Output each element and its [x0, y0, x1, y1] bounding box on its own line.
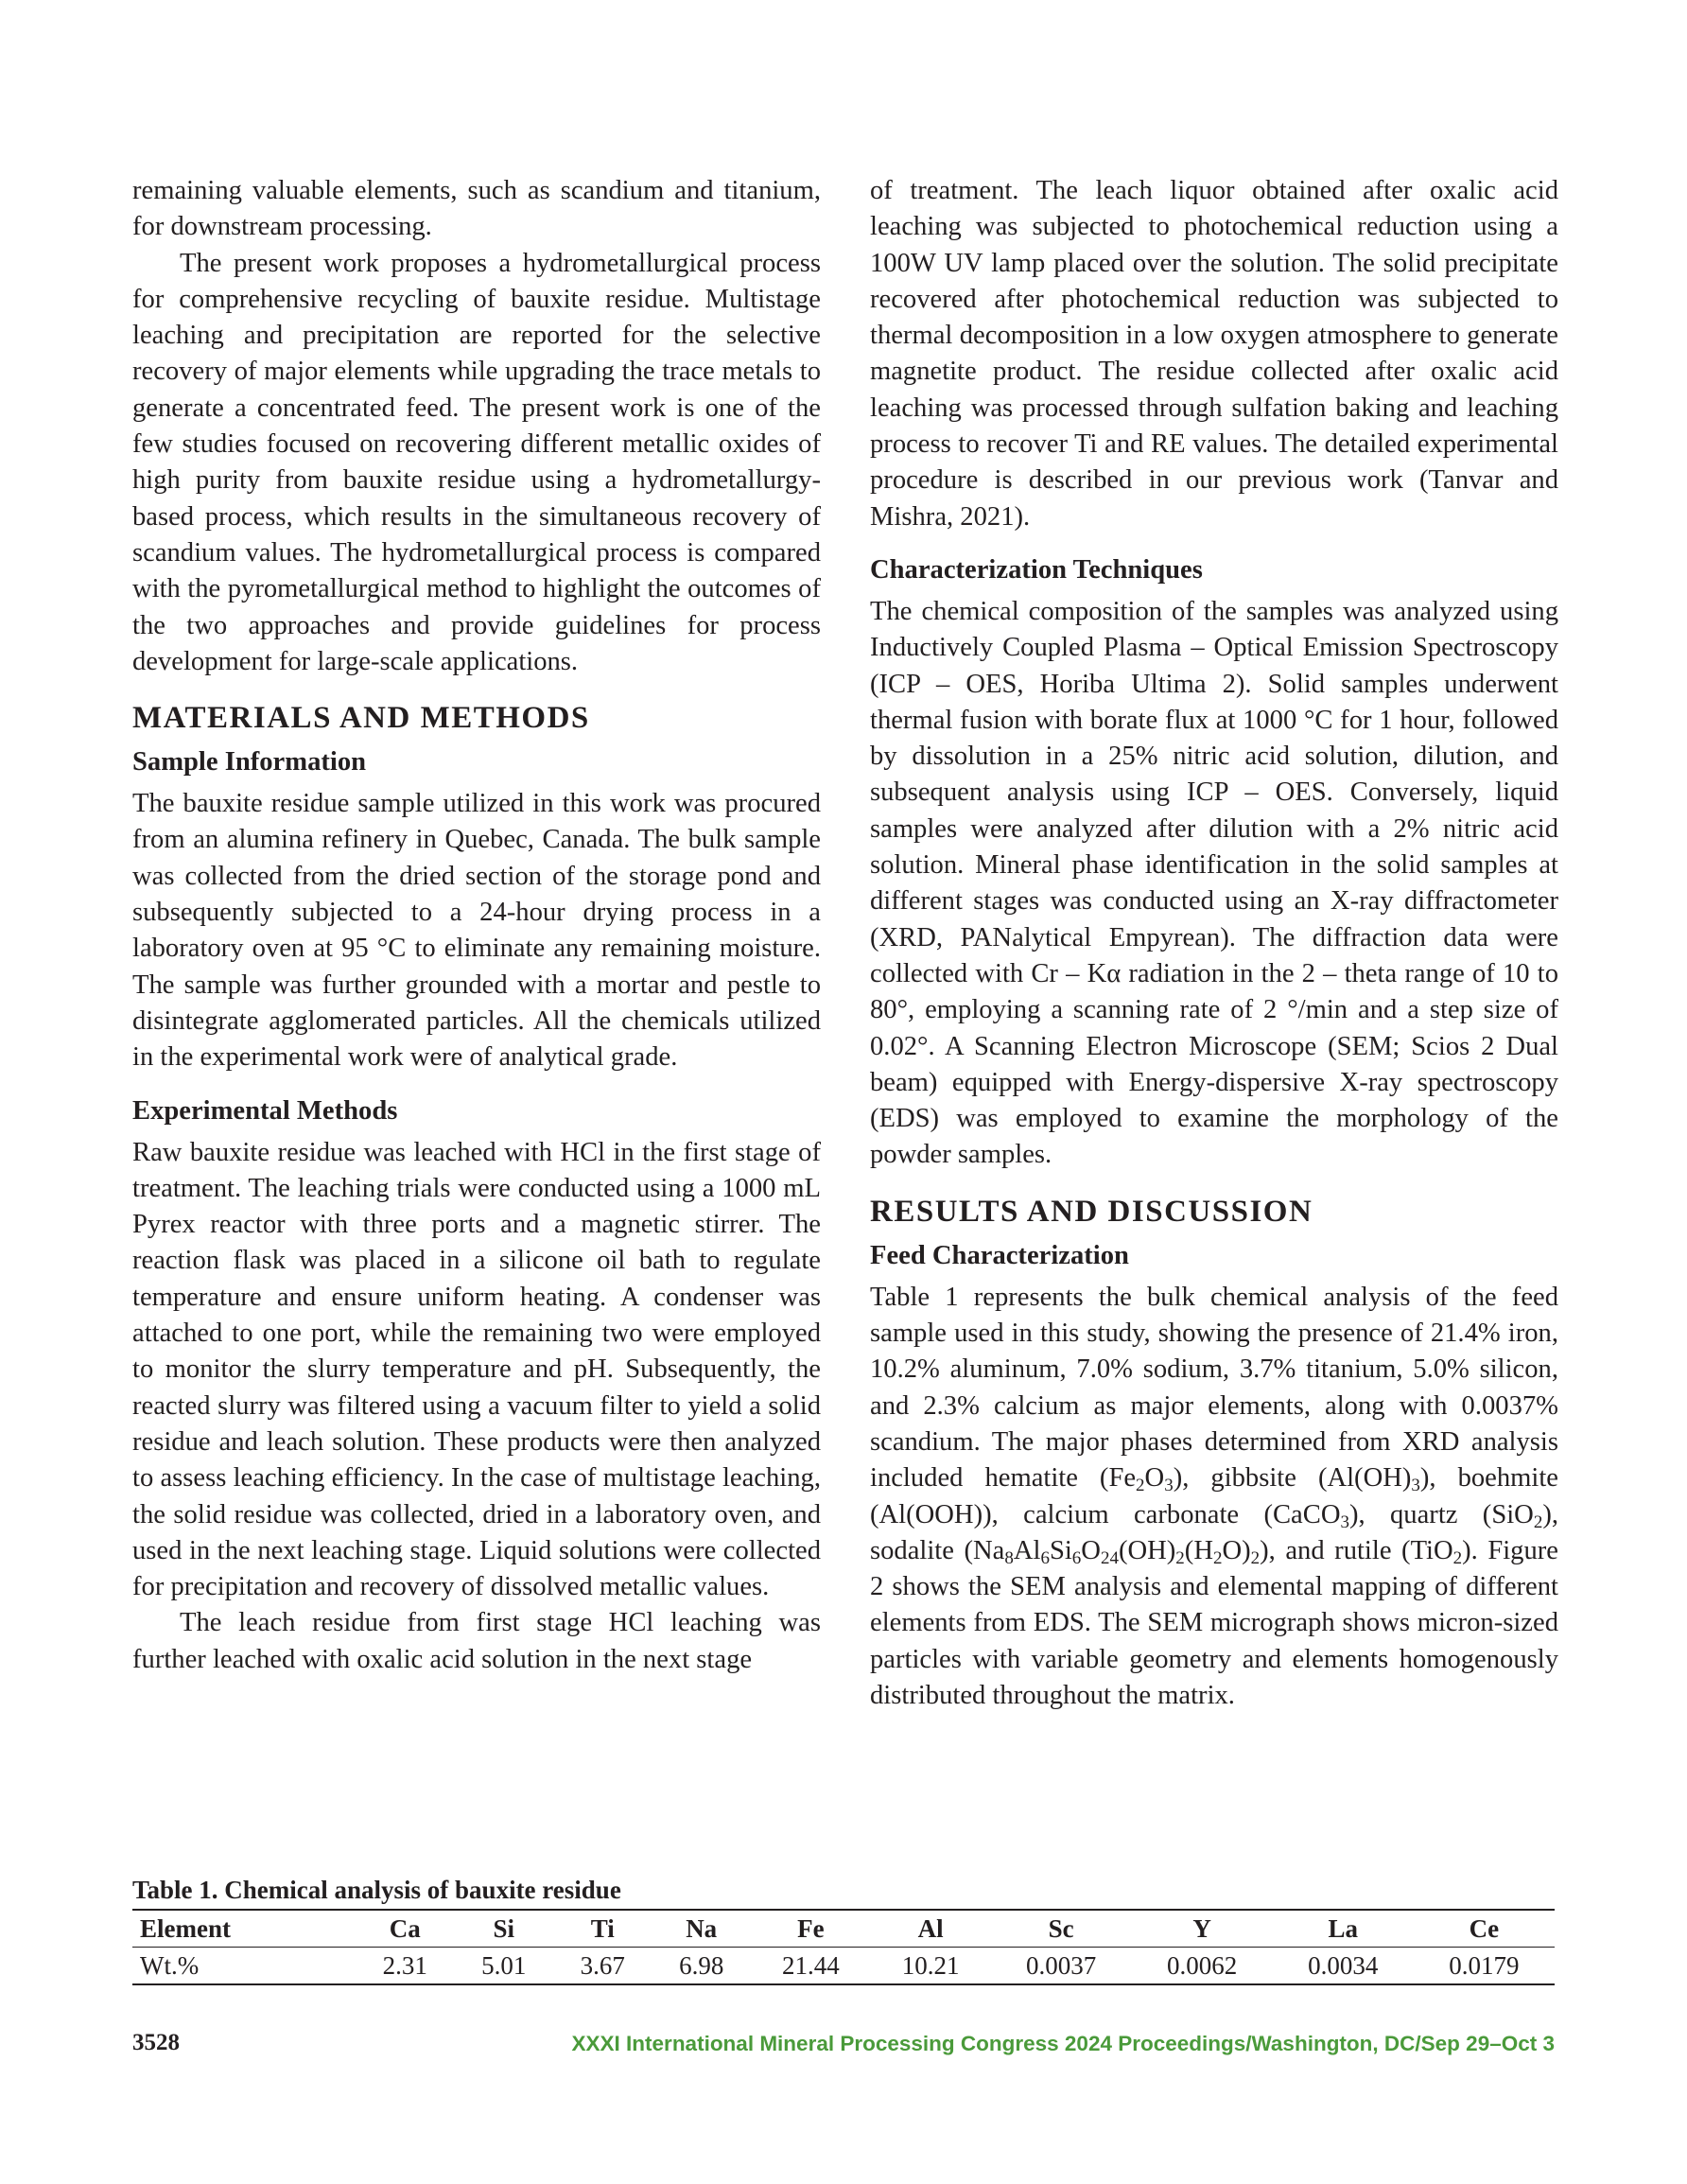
paragraph: of treatment. The leach liquor obtained after oxalic acid leaching was subjected to photochemical reduction using a 100W UV lamp placed over the solution. The solid precipitate recovered after photochemical reduction was subjected to thermal decomposition in a low oxygen atmosphere to generate magnetite product. The residue collected after oxalic acid leaching was processed through sulfation baking and leaching process to recover Ti and RE values. The detailed experimental procedure is described in our previous work (Tanvar and Mishra, 2021). [870, 176, 1558, 532]
section-heading-materials: MATERIALS AND METHODS [132, 701, 590, 736]
chemical-analysis-table [132, 1909, 1555, 1985]
table-cell: 2.31 [382, 1950, 427, 1980]
paragraph: The bauxite residue sample utilized in this work was procured from an alumina refinery in Quebec, Canada. The bulk sample was collected from the dried section of the storage pond and subsequently subjected to a 24-hour drying process in a laboratory oven at 95 °C to eliminate any remaining moisture. The sample was further grounded with a mortar and pestle to disintegrate agglomerated particles. All the chemicals utilized in the experimental work were of analytical grade. [132, 789, 821, 1073]
paragraph: remaining valuable elements, such as scandium and titanium, for downstream processing. [132, 176, 821, 242]
table-cell: 0.0179 [1449, 1950, 1520, 1980]
table-header-cell: Fe [797, 1913, 825, 1943]
table-cell: Wt.% [140, 1950, 200, 1980]
table-header-cell: Ti [590, 1913, 615, 1943]
page-footer [132, 2030, 1555, 2068]
table-header-cell: Ca [389, 1913, 421, 1943]
table-caption: Table 1. Chemical analysis of bauxite residue [132, 1876, 621, 1904]
table-cell: 10.21 [901, 1950, 960, 1980]
table-header-cell: Al [917, 1913, 944, 1943]
table-header-cell: Na [686, 1913, 718, 1943]
table-header-cell: Y [1192, 1913, 1211, 1943]
table-header-cell: Sc [1048, 1913, 1074, 1943]
page-number: 3528 [132, 2030, 180, 2055]
table-cell: 5.01 [481, 1950, 527, 1980]
table-cell: 21.44 [781, 1950, 840, 1980]
journal-citation: XXXI International Mineral Processing Congress 2024 Proceedings/Washington, DC/Sep 29–Oct 3 [571, 2032, 1555, 2055]
table-header-cell: Element [140, 1913, 231, 1943]
paragraph: The chemical composition of the samples was analyzed using Inductively Coupled Plasma – Optical Emission Spectroscopy (ICP – OES, Horiba Ultima 2). Solid samples underwent thermal fusion with borate flux at 1000 °C for 1 hour, followed by dissolution in a 25% nitric acid solution, dilution, and subsequent analysis using ICP – OES. Conversely, liquid samples were analyzed after dilution with a 2% nitric acid solution. Mineral phase identification in the solid samples at different stages was conducted using an X-ray diffractometer (XRD, PANalytical Empyrean). The diffraction data were collected with Cr – Kα radiation in the 2 – theta range of 10 to 80°, employing a scanning rate of 2 °/min and a step size of 0.02°. A Scanning Electron Microscope (SEM; Scios 2 Dual beam) equipped with Energy-dispersive X-ray spectroscopy (EDS) was employed to examine the morphology of the powder samples. [870, 596, 1558, 1170]
table-cell: 0.0062 [1167, 1950, 1238, 1980]
paragraph-feed-characterization: Table 1 represents the bulk chemical analysis of the feed sample used in this study, showing the presence of 21.4% iron, 10.2% aluminum, 7.0% sodium, 3.7% titanium, 5.0% silicon, and 2.3% calcium as major elements, along with 0.0037% scandium. The major phases determined from XRD analysis included hematite $(Fe_2O_3)$, gibbsite $(Al(OH)_3)$, boehmite (Al(OOH)), calcium carbonate (CaCO$_3$), quartz (SiO$_2$), sodalite $(Na_8Al_6Si_6O_{24}(OH)_2(H_2O)_2)$, and rutile (TiO$_2$). Figure 2 shows the SEM analysis and elemental mapping of different elements from EDS. The SEM micrograph shows micron-sized particles with variable geometry and elements homogenously distributed throughout the matrix. [870, 1282, 1558, 1710]
table-header-row [132, 1910, 1555, 1948]
subheading-sample-information: Sample Information [132, 747, 367, 778]
subheading-experimental-methods: Experimental Methods [132, 1095, 398, 1126]
left-column [132, 173, 821, 1678]
paragraph: The leach residue from first stage HCl leaching was further leached with oxalic acid solution in the next stage [132, 1608, 821, 1674]
subheading-characterization: Characterization Techniques [870, 554, 1203, 585]
table-cell: 3.67 [580, 1950, 625, 1980]
table-cell: 6.98 [679, 1950, 724, 1980]
paragraph: The present work proposes a hydrometallurgical process for comprehensive recycling of bauxite residue. Multistage leaching and precipitation are reported for the selective recovery of major elements while upgrading the trace metals to generate a concentrated feed. The present work is one of the few studies focused on recovering different metallic oxides of high purity from bauxite residue using a hydrometallurgy-based process, which results in the simultaneous recovery of scandium values. The hydrometallurgical process is compared with the pyrometallurgical method to highlight the outcomes of the two approaches and provide guidelines for process development for large-scale applications. [132, 248, 821, 676]
table-cell: 0.0037 [1025, 1950, 1097, 1980]
table-header-cell: Ce [1469, 1913, 1500, 1943]
table-row [132, 1948, 1555, 1985]
section-heading-results: RESULTS AND DISCUSSION [870, 1194, 1313, 1229]
table-1 [132, 1875, 1555, 1985]
right-column [870, 173, 1558, 1714]
table-header-cell: La [1328, 1913, 1359, 1943]
subheading-feed-characterization: Feed Characterization [870, 1240, 1129, 1270]
paragraph: Raw bauxite residue was leached with HCl in the first stage of treatment. The leaching trials were conducted using a 1000 mL Pyrex reactor with three ports and a magnetic stirrer. The reaction flask was placed in a silicone oil bath to regulate temperature and ensure uniform heating. A condenser was attached to one port, while the remaining two were employed to monitor the slurry temperature and pH. Subsequently, the reacted slurry was filtered using a vacuum filter to yield a solid residue and leach solution. These products were then analyzed to assess leaching efficiency. In the case of multistage leaching, the solid residue was collected, dried in a laboratory oven, and used in the next leaching stage. Liquid solutions were collected for precipitation and recovery of dissolved metallic values. [132, 1137, 821, 1602]
table-cell: 0.0034 [1308, 1950, 1379, 1980]
table-header-cell: Si [493, 1913, 514, 1943]
